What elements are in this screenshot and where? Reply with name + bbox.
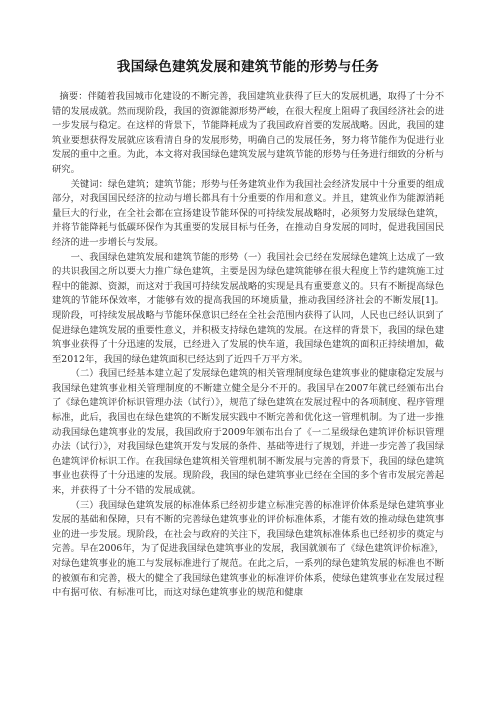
section-two-paragraph: （二）我国已经基本建立起了发展绿色建筑的相关管理制度绿色建筑事业的健康稳定发展与我国绿色建筑事业相关管理制度的不断建立健全是分不开的。我国早在2007年就已经颁布出台了《绿色建筑评价标识管理办法（试行）》，规范了绿色建筑在发展过程中的各项制度、程序管理标准，此后，我国也在绿色建筑的不断发展实践中不断完善和优化这一管理机制。为了进一步推动我国绿色建筑事业的发展，我国政府于2009年颁布出台了《一二星级绿色建筑评价标识管理办法（试行）》，对我国绿色建筑开发与发展的条件、基础等进行了规划，并进一步完善了我国绿色建筑评价标识工作。在我国绿色建筑相关管理机制不断发展与完善的背景下，我国的绿色建筑事业也获得了十分迅速的发展。现阶段，我国的绿色建筑事业已经在全国的多个省市发展完善起来，并获得了十分不错的发展成就。 bbox=[52, 368, 444, 497]
keywords-paragraph: 关键词：绿色建筑；建筑节能；形势与任务建筑业作为我国社会经济发展中十分重要的组成部分，对我国国民经济的拉动与增长都具有十分重要的作用和意义。并且，建筑业作为能源消耗量巨大的行业，在全社会都在宣扬建设节能环保的可持续发展战略时，必须努力发展绿色建筑，并将节能降耗与低碳环保作为其重要的发展目标与任务，在推动自身发展的同时，促进我国国民经济的进一步增长与发展。 bbox=[52, 178, 444, 248]
section-one-paragraph: 一、我国绿色建筑发展和建筑节能的形势（一）我国社会已经在发展绿色建筑上达成了一致的共识我国之所以要大力推广绿色建筑，主要是因为绿色建筑能够在很大程度上节约建筑施工过程中的能源、资源，而这对于我国可持续发展战略的实现是具有重要意义的。只有不断提高绿色建筑的节能环保效率，才能够有效的提高我国的环境质量，推动我国经济社会的不断发展[1]。现阶段，可持续发展战略与节能环保意识已经在全社会范围内获得了认同，人民也已经认识到了促进绿色建筑发展的重要性意义，并积极支持绿色建筑的发展。在这样的背景下，我国的绿色建筑事业获得了十分迅速的发展，已经进入了发展的快车道，我国绿色建筑的面积正持续增加，截至2012年，我国的绿色建筑面积已经达到了近四千万平方米。 bbox=[52, 251, 444, 365]
document-title: 我国绿色建筑发展和建筑节能的形势与任务 bbox=[116, 59, 380, 75]
document-body bbox=[52, 90, 444, 601]
abstract-paragraph: 摘要：伴随着我国城市化建设的不断完善，我国建筑业获得了巨大的发展机遇，取得了十分不错的发展成就。然而现阶段，我国的资源能源形势严峻，在很大程度上阻碍了我国经济社会的进一步发展与稳定。在这样的背景下，节能降耗成为了我国政府首要的发展战略。因此，我国的建筑业要想获得发展就应该看清自身的发展形势，明确自己的发展任务，努力将节能作为促进行业发展的重中之重。为此，本文将对我国绿色建筑发展与建筑节能的形势与任务进行细致的分析与研究。 bbox=[52, 91, 444, 175]
section-three-paragraph: （三）我国绿色建筑发展的标准体系已经初步建立标准完善的标准评价体系是绿色建筑事业发展的基础和保障，只有不断的完善绿色建筑事业的评价标准体系，才能有效的推动绿色建筑事业的进一步发展。现阶段，在社会与政府的关注下，我国绿色建筑标准体系也已经初步的奠定与完善。早在2006年，为了促进我国绿色建筑事业的发展，我国就颁布了《绿色建筑评价标准》，对绿色建筑事业的施工与发展标准进行了规范。在此之后，一系列的绿色建筑发展的标准也不断的被颁布和完善，极大的健全了我国绿色建筑事业的标准评价体系，使绿色建筑事业在发展过程中有据可依、有标准可比，而这对绿色建筑事业的规范和健康 bbox=[52, 499, 444, 599]
